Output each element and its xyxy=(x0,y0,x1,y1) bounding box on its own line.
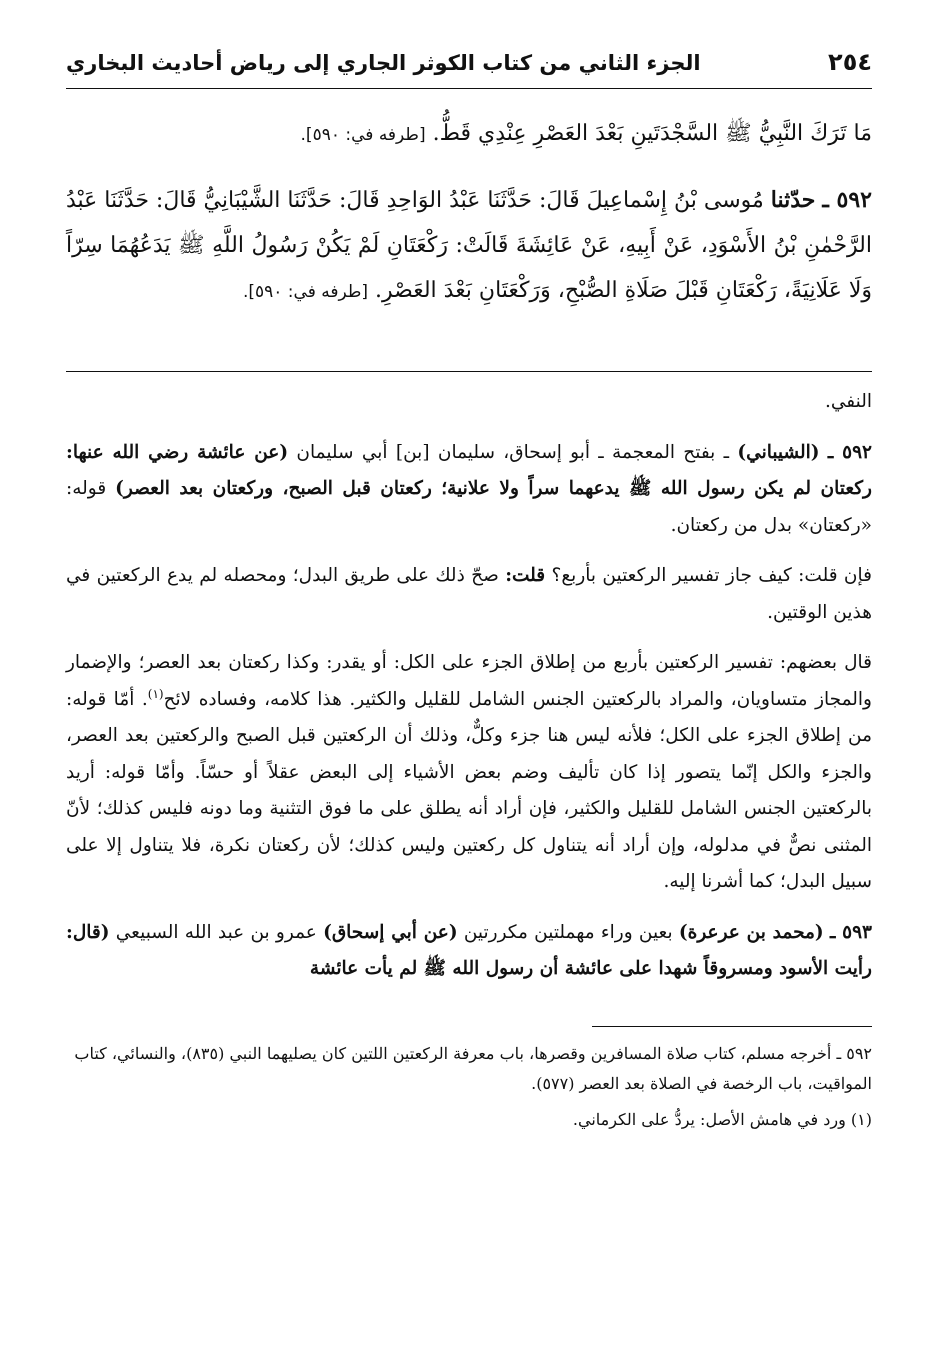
footnote-1: (١) ورد في هامش الأصل: يردُّ على الكرماني. xyxy=(572,1109,872,1129)
commentary-text: فإن قلت: كيف جاز تفسير الركعتين بأربع؟ xyxy=(545,565,872,586)
hadith-592 xyxy=(66,178,872,315)
footnote-marker: (١) xyxy=(147,686,164,701)
footnote-rule xyxy=(592,1026,872,1027)
running-title: الجزء الثاني من كتاب الكوثر الجاري إلى رياض أحاديث البخاري xyxy=(66,51,701,75)
hadith-number: ٥٩٢ ـ xyxy=(827,441,872,463)
hadith-591-text: مَا تَرَكَ النَّبِيُّ ﷺ السَّجْدَتَينِ بَعْدَ العَصْرِ عِنْدِي قَطُّ. xyxy=(432,121,872,146)
hadith-591-end xyxy=(66,111,872,158)
narrator-name: (الشيباني) xyxy=(737,441,820,463)
commentary-text: قال بعضهم: تفسير الركعتين بأربع من إطلاق الجزء على الكل: أو يقدر: وكذا ركعتان بعد العصر؛ والإضمار والمجاز متساويان، والمراد بالركعتين الجنس الشامل للقليل والكثير. هذا كلامه، وفساده لائح xyxy=(66,652,872,710)
hadith-number: ٥٩٣ ـ xyxy=(829,921,872,943)
commentary-text: . أمّا قوله: من إطلاق الجزء على الكل؛ فلأنه ليس هنا جزء وكلٌّ، وذلك أن الركعتين قبل الصبح والركعتين بعد العصر، والجزء والكل إنّما يتصور إذا كان تأليف وضم بعض الأشياء إلى البعض عقلاً أو حسّاً. وأمّا قوله: أريد بالركعتين الجنس الشامل للقليل والكثير، فإن أراد أنه يطلق على ما فوق التثنية وما دونه فليس كذلك؛ لأنّ المثنى نصٌّ في مدلوله، وإن أراد أنه يتناول كل ركعتين وليس كذلك؛ لأن ركعتان نكرة، فلا يتناول إلا على سبيل البدل؛ كما أشرنا إليه. xyxy=(66,688,872,892)
commentary-text: قوله: «ركعتان» بدل من ركعتان. xyxy=(66,478,872,536)
quoted-hadith: (قال: رأيت الأسود ومسروقاً شهدا على عائشة أن رسول الله ﷺ لم يأت عائشة xyxy=(66,921,872,979)
commentary-separator xyxy=(66,371,872,372)
quoted-hadith: (عن عائشة رضي الله عنها: ركعتان لم يكن رسول الله ﷺ يدعهما سراً ولا علانية؛ ركعتان قبل الصبح، وركعتان بعد العصر) xyxy=(66,441,872,499)
tarf-reference: [طرفه في: ٥٩٠]. xyxy=(242,282,369,302)
tarf-reference: [طرفه في: ٥٩٠]. xyxy=(300,125,426,145)
narrator-name: (محمد بن عرعرة) xyxy=(678,921,824,943)
commentary-line: النفي. xyxy=(824,391,872,412)
commentary-text: ـ بفتح المعجمة ـ أبو إسحاق، سليمان [بن] أبي سليمان xyxy=(288,441,738,463)
commentary-text: بعين وراء مهملتين مكررتين xyxy=(457,921,679,943)
running-header xyxy=(66,40,872,84)
isnad-opening: حدّثنا xyxy=(770,187,816,213)
commentary-592 xyxy=(66,435,872,545)
commentary-question xyxy=(66,558,872,631)
footnotes xyxy=(66,1039,872,1135)
page-number: ٢٥٤ xyxy=(828,48,872,76)
commentary-rebuttal xyxy=(66,645,872,901)
header-rule xyxy=(66,88,872,89)
hadith-number: ٥٩٢ ـ xyxy=(822,187,872,213)
hadith-592-text: مُوسى بْنُ إِسْماعِيلَ قَالَ: حَدَّثَنَا عَبْدُ الوَاحِدِ قَالَ: حَدَّثَنَا الشَّيْبَانِيُّ قَالَ: حَدَّثَنَا عَبْدُ الرَّحْمٰنِ بْنُ الأَسْوَدِ، عَنْ أَبِيهِ، عَنْ عَائِشَةَ قَالَتْ: رَكْعَتَانِ لَمْ يَكُنْ رَسُولُ اللَّهِ ﷺ يَدَعُهُمَا سِرّاً وَلَا عَلَانِيَةً، رَكْعَتَانِ قَبْلَ صَلَاةِ الصُّبْحِ، وَرَكْعَتَانِ بَعْدَ العَصْرِ. xyxy=(66,188,872,303)
footnote-takhrij: ٥٩٢ ـ أخرجه مسلم، كتاب صلاة المسافرين وقصرها، باب معرفة الركعتين اللتين كان يصليهما النبي (٨٣٥)، والنسائي، كتاب المواقيت، باب الرخصة في الصلاة بعد العصر (٥٧٧). xyxy=(74,1043,872,1093)
commentary-text: عمرو بن عبد الله السبيعي xyxy=(109,921,324,943)
hadith-text xyxy=(66,111,872,315)
book-page xyxy=(66,40,872,1135)
commentary-593 xyxy=(66,915,872,988)
narrator-name: (عن أبي إسحاق) xyxy=(323,921,458,943)
answer-label: قلت: xyxy=(505,565,546,586)
commentary xyxy=(66,384,872,988)
commentary-text: صحّ ذلك على طريق البدل؛ ومحصله لم يدع الركعتين في هذين الوقتين. xyxy=(66,565,872,623)
